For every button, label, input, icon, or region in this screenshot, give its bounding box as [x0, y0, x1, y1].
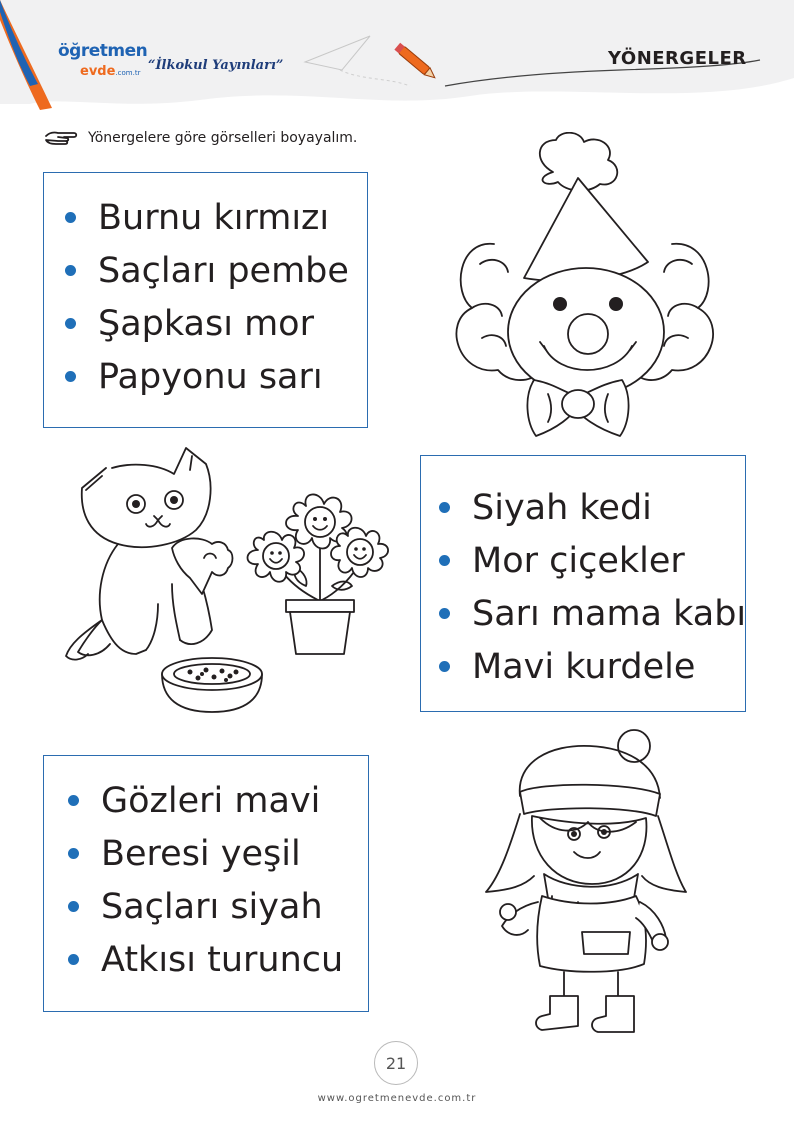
flower-pot-icon: [236, 490, 398, 660]
list-item: Mor çiçekler: [439, 534, 746, 587]
food-bowl-icon: [156, 652, 268, 718]
list-item: Şapkası mor: [65, 297, 349, 350]
instruction-list: [65, 191, 349, 403]
list-item: Sarı mama kabı: [439, 587, 746, 640]
list-item: Gözleri mavi: [68, 774, 343, 827]
instruction-text: Yönergelere göre görselleri boyayalım.: [88, 130, 358, 146]
logo-domain: .com.tr: [115, 69, 141, 77]
bullet-icon: [68, 848, 79, 859]
page-number: 21: [374, 1041, 418, 1085]
bullet-icon: [65, 212, 76, 223]
instruction-list: [68, 774, 343, 986]
bullet-icon: [439, 555, 450, 566]
logo-sub-text: evde: [80, 64, 116, 79]
brand-logo: [58, 41, 148, 61]
instruction-box-cat: [420, 455, 746, 712]
section-title: YÖNERGELER: [608, 48, 747, 69]
bullet-icon: [68, 901, 79, 912]
bullet-icon: [65, 318, 76, 329]
instruction: [44, 128, 357, 148]
clown-icon: [448, 132, 728, 442]
bullet-icon: [65, 371, 76, 382]
girl-icon: [480, 726, 690, 1046]
cat-icon: [62, 444, 242, 674]
list-item: Saçları pembe: [65, 244, 349, 297]
logo-sub: [80, 60, 140, 79]
logo-main-text: öğretmen: [58, 41, 148, 61]
bullet-icon: [68, 795, 79, 806]
list-item: Siyah kedi: [439, 481, 746, 534]
bullet-icon: [439, 502, 450, 513]
instruction-list: [439, 481, 746, 693]
list-item: Papyonu sarı: [65, 350, 349, 403]
instruction-box-girl: [43, 755, 369, 1012]
list-item: Burnu kırmızı: [65, 191, 349, 244]
bullet-icon: [68, 954, 79, 965]
website-url: www.ogretmenevde.com.tr: [317, 1093, 477, 1104]
instruction-box-clown: [43, 172, 368, 428]
pointing-hand-icon: [44, 128, 78, 148]
publisher-name: “İlkokul Yayınları”: [148, 58, 284, 73]
bullet-icon: [439, 661, 450, 672]
list-item: Saçları siyah: [68, 880, 343, 933]
bullet-icon: [65, 265, 76, 276]
list-item: Beresi yeşil: [68, 827, 343, 880]
list-item: Atkısı turuncu: [68, 933, 343, 986]
bullet-icon: [439, 608, 450, 619]
list-item: Mavi kurdele: [439, 640, 746, 693]
